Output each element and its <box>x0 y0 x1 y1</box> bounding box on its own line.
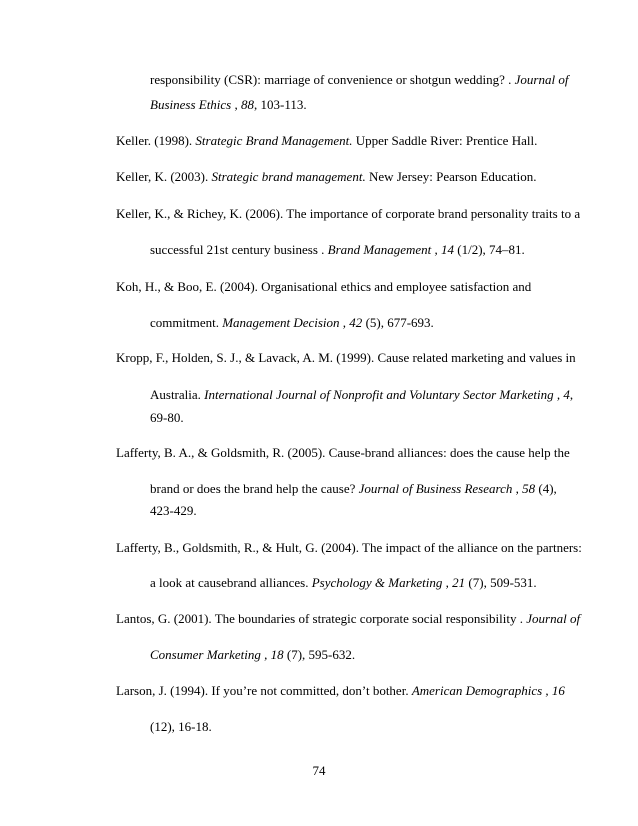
text-segment: Kropp, F., Holden, S. J., & Lavack, A. M. (1999). Cause related marketing and values in <box>116 350 576 365</box>
text-segment: , <box>569 387 574 402</box>
ref-8-line-0 <box>116 611 580 627</box>
ref-0-line-1 <box>150 97 307 113</box>
ref-0-line-0 <box>150 72 568 88</box>
text-segment: (12), 16-18. <box>150 719 212 734</box>
italic-segment: Strategic Brand Management. <box>195 133 353 148</box>
italic-segment: International Journal of Nonprofit and Voluntary Sector Marketing , 4 <box>204 387 570 402</box>
text-segment: brand or does the brand help the cause? <box>150 481 359 496</box>
italic-segment: Brand Management , 14 <box>327 242 455 257</box>
ref-5-line-0 <box>116 350 576 366</box>
italic-segment: Business Ethics , 88 <box>150 97 254 112</box>
ref-4-line-1 <box>150 315 434 331</box>
ref-7-line-0 <box>116 540 582 556</box>
ref-9-line-1 <box>150 719 212 735</box>
text-segment: commitment. <box>150 315 223 330</box>
ref-5-line-2 <box>150 410 184 426</box>
ref-9-line-0 <box>116 683 565 699</box>
italic-segment: Consumer Marketing , 18 <box>150 647 284 662</box>
italic-segment: Management Decision , 42 <box>222 315 363 330</box>
italic-segment: Psychology & Marketing , 21 <box>311 575 466 590</box>
text-segment: Lantos, G. (2001). The boundaries of strategic corporate social responsibility . <box>116 611 527 626</box>
italic-segment: Journal of <box>526 611 581 626</box>
text-segment: 69-80. <box>150 410 184 425</box>
text-segment: 423-429. <box>150 503 197 518</box>
italic-segment: Journal of Business Research , 58 <box>358 481 536 496</box>
text-segment: Lafferty, B., Goldsmith, R., & Hult, G. (2004). The impact of the alliance on the partners: <box>116 540 582 555</box>
text-segment: (7), 595-632. <box>283 647 356 662</box>
text-segment: Australia. <box>150 387 205 402</box>
text-segment: successful 21st century business . <box>150 242 328 257</box>
text-segment: , 103-113. <box>254 97 307 112</box>
text-segment: (4), <box>535 481 557 496</box>
text-segment: (1/2), 74–81. <box>454 242 525 257</box>
ref-6-line-1 <box>150 481 557 497</box>
text-segment: Larson, J. (1994). If you’re not committed, don’t bother. <box>116 683 412 698</box>
text-segment: Koh, H., & Boo, E. (2004). Organisational ethics and employee satisfaction and <box>116 279 532 294</box>
text-segment: Upper Saddle River: Prentice Hall. <box>352 133 538 148</box>
text-segment: Keller, K. (2003). <box>116 169 212 184</box>
text-segment: Lafferty, B. A., & Goldsmith, R. (2005). Cause-brand alliances: does the cause help the <box>116 445 570 460</box>
ref-1-line-0 <box>116 133 537 149</box>
ref-3-line-0 <box>116 206 580 222</box>
text-segment: (7), 509-531. <box>465 575 537 590</box>
ref-6-line-2 <box>150 503 197 519</box>
text-segment: responsibility (CSR): marriage of convenience or shotgun wedding? . <box>150 72 515 87</box>
text-segment: Keller, K., & Richey, K. (2006). The importance of corporate brand personality traits to a <box>116 206 581 221</box>
italic-segment: Strategic brand management. <box>211 169 366 184</box>
text-segment: (5), 677-693. <box>362 315 434 330</box>
text-segment: New Jersey: Pearson Education. <box>365 169 537 184</box>
text-segment: Keller. (1998). <box>116 133 196 148</box>
ref-8-line-1 <box>150 647 355 663</box>
page-number: 74 <box>312 763 326 778</box>
ref-6-line-0 <box>116 445 570 461</box>
text-segment: a look at causebrand alliances. <box>150 575 312 590</box>
ref-7-line-1 <box>150 575 537 591</box>
ref-5-line-1 <box>150 387 573 403</box>
italic-segment: American Demographics , 16 <box>411 683 565 698</box>
ref-3-line-1 <box>150 242 525 258</box>
ref-4-line-0 <box>116 279 531 295</box>
italic-segment: Journal of <box>514 72 569 87</box>
ref-2-line-0 <box>116 169 536 185</box>
